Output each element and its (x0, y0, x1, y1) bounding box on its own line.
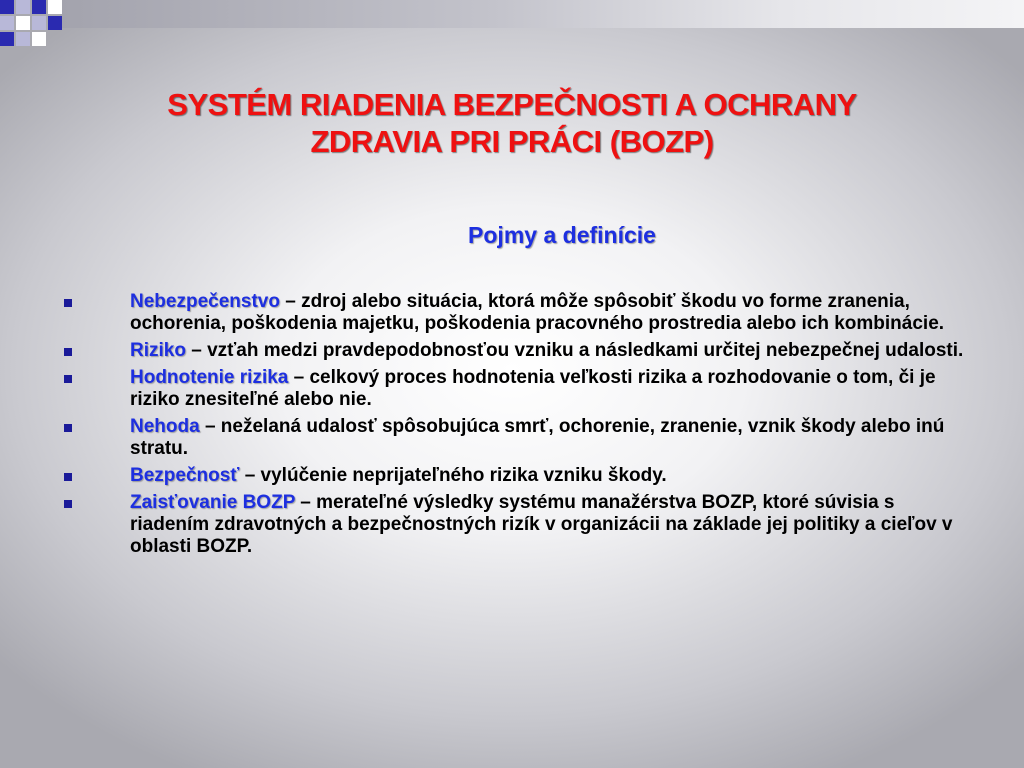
slide-subtitle: Pojmy a definície (468, 222, 656, 248)
square-bullet-icon (64, 299, 72, 307)
deco-square (48, 16, 62, 30)
definition-text: – vzťah medzi pravdepodobnosťou vzniku a následkami určitej nebezpečnej udalosti. (185, 340, 964, 361)
deco-square (0, 32, 14, 46)
definition-text: – celkový proces hodnotenia veľkosti rizika a rozhodovanie o tom, či je riziko znesiteľné alebo nie. (130, 367, 936, 410)
definition-term: Riziko (130, 340, 186, 361)
title-line-2: ZDRAVIA PRI PRÁCI (BOZP) (310, 124, 714, 159)
list-item (60, 465, 975, 487)
deco-square (32, 0, 46, 14)
definitions-list (60, 291, 975, 563)
definition-term: Hodnotenie rizika (130, 367, 289, 388)
square-bullet-icon (64, 424, 72, 432)
list-item (60, 340, 975, 362)
title-line-1: SYSTÉM RIADENIA BEZPEČNOSTI A OCHRANY (167, 87, 857, 122)
deco-square (16, 16, 30, 30)
slide-title (60, 86, 964, 160)
definition-text: – vylúčenie neprijateľného rizika vzniku škody. (239, 465, 667, 486)
definition-term: Nehoda (130, 416, 200, 437)
top-gradient-bar (60, 0, 1024, 28)
definition-text: – zdroj alebo situácia, ktorá môže spôsobiť škodu vo forme zranenia, ochorenia, poškodenia majetku, poškodenia pracovného prostredia alebo ich kombinácie. (130, 291, 945, 334)
list-item (60, 367, 975, 411)
square-bullet-icon (64, 500, 72, 508)
deco-square (32, 32, 46, 46)
deco-square (16, 32, 30, 46)
definition-term: Zaisťovanie BOZP (130, 492, 296, 513)
deco-square (0, 16, 14, 30)
list-item (60, 416, 975, 460)
definition-term: Bezpečnosť (130, 465, 240, 486)
deco-square (16, 0, 30, 14)
list-item (60, 291, 975, 335)
list-item (60, 492, 975, 558)
deco-square (48, 0, 62, 14)
decorative-squares (0, 0, 560, 50)
deco-square (32, 16, 46, 30)
square-bullet-icon (64, 348, 72, 356)
deco-square (0, 0, 14, 14)
definition-text: – merateľné výsledky systému manažérstva BOZP, ktoré súvisia s riadením zdravotných a bezpečnostných rizík v organizácii na základe jej politiky a cieľov v oblasti BOZP. (130, 492, 953, 557)
definition-term: Nebezpečenstvo (130, 291, 280, 312)
square-bullet-icon (64, 375, 72, 383)
definition-text: – neželaná udalosť spôsobujúca smrť, ochorenie, zranenie, vznik škody alebo inú stratu. (130, 416, 945, 459)
square-bullet-icon (64, 473, 72, 481)
